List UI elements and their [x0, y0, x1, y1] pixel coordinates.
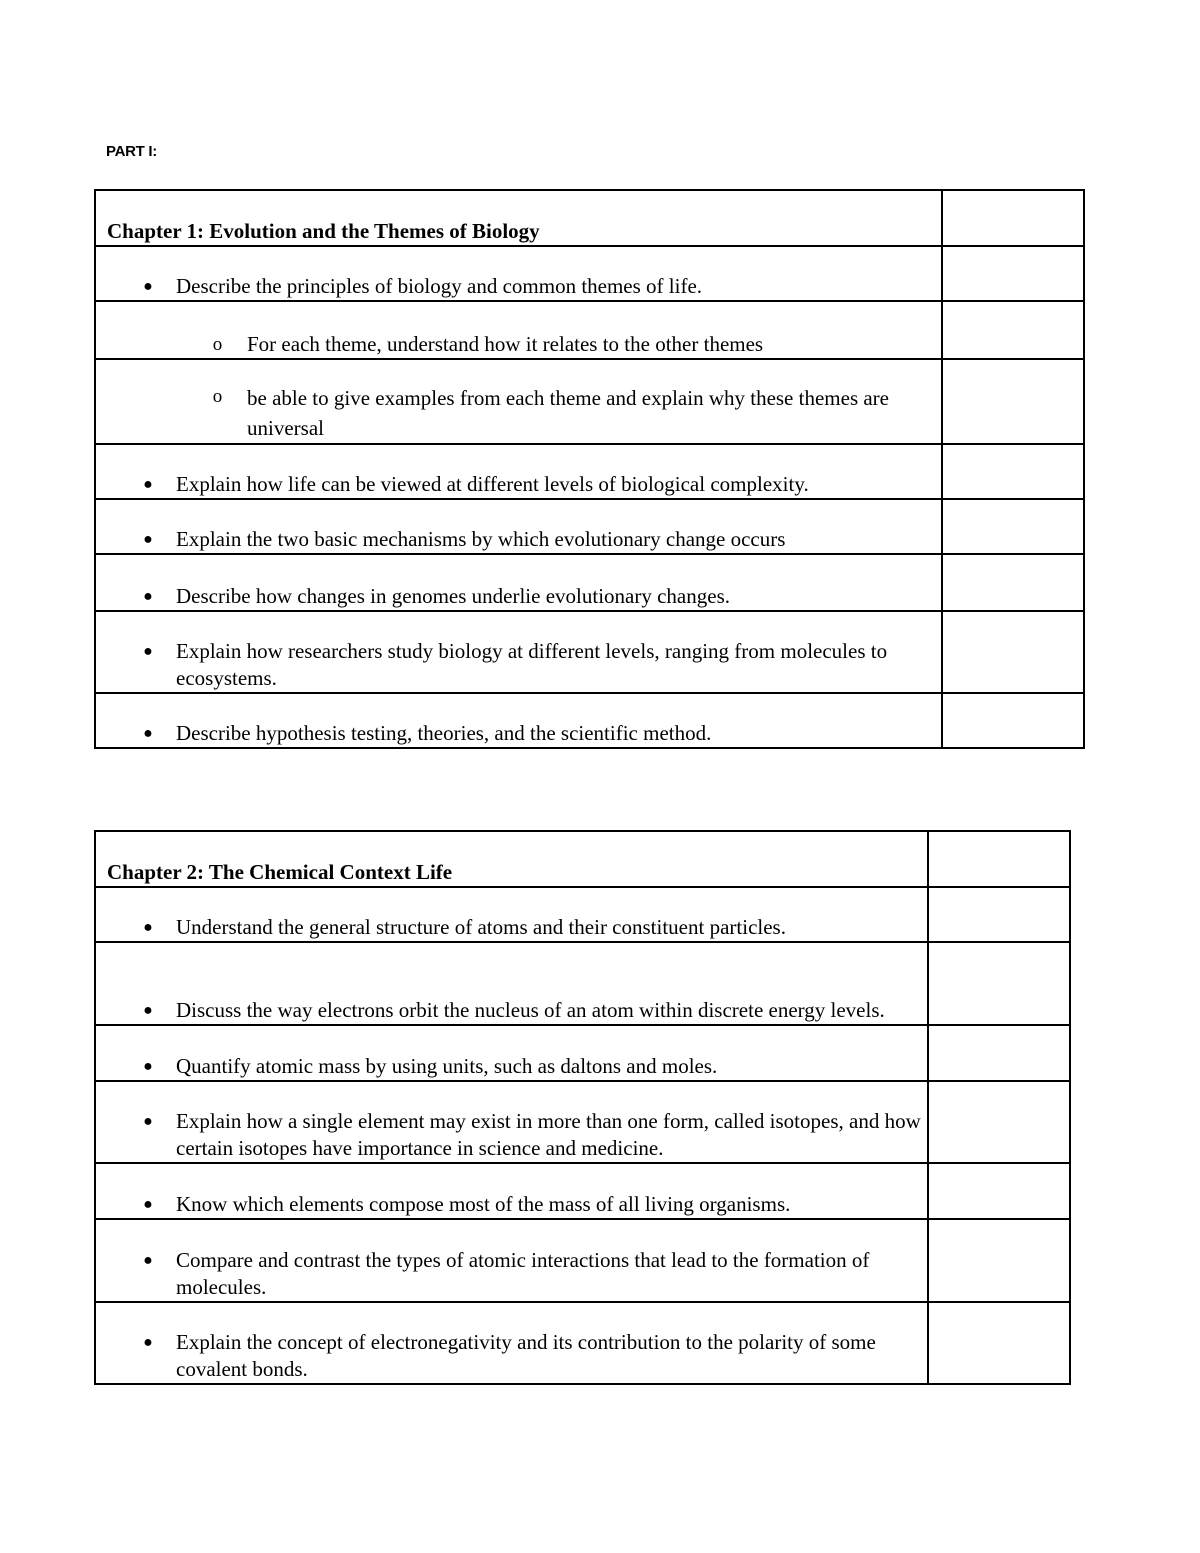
objective-text: Describe hypothesis testing, theories, and the scientific method. [176, 721, 712, 745]
chapter-2-title: Chapter 2: The Chemical Context Life [107, 860, 453, 884]
check-cell [928, 887, 1070, 942]
objective-text: Explain the concept of electronegativity and its contribution to the polarity of some covalent bonds. [176, 1330, 876, 1381]
list-item [96, 1247, 927, 1301]
list-item [96, 997, 927, 1024]
list-item [96, 331, 941, 358]
sub-bullet-icon: o [212, 334, 223, 355]
objective-text: Explain the two basic mechanisms by which evolutionary change occurs [176, 527, 786, 551]
chapter-1-title-cell [95, 190, 942, 246]
bullet-icon: ● [143, 643, 153, 660]
list-item [96, 720, 941, 747]
objective-row [95, 1219, 1070, 1302]
objective-text: Explain how life can be viewed at different levels of biological complexity. [176, 472, 809, 496]
list-item [96, 1329, 927, 1383]
objective-row [95, 1081, 1070, 1163]
objective-row [95, 693, 1084, 748]
bullet-icon: ● [143, 1002, 153, 1019]
check-cell [928, 1081, 1070, 1163]
check-cell [942, 359, 1084, 444]
objective-row [95, 499, 1084, 554]
check-cell [928, 942, 1070, 1025]
list-item [96, 383, 941, 443]
check-cell [942, 444, 1084, 499]
chapter-2-table [94, 830, 1071, 1385]
chapter-1-table [94, 189, 1085, 749]
objective-text: Explain how a single element may exist in more than one form, called isotopes, and how certain isotopes have importance in science and medicine. [176, 1109, 921, 1160]
check-cell [942, 499, 1084, 554]
bullet-icon: ● [143, 1334, 153, 1351]
chapter-2-heading-row [95, 831, 1070, 887]
list-item [96, 1108, 927, 1162]
list-item [96, 583, 941, 610]
check-cell [942, 693, 1084, 748]
check-cell [928, 1302, 1070, 1384]
bullet-icon: ● [143, 531, 153, 548]
bullet-icon: ● [143, 278, 153, 295]
list-item [96, 914, 927, 941]
list-item [96, 526, 941, 553]
objective-text: be able to give examples from each theme and explain why these themes are universal [247, 386, 889, 440]
objective-text: Compare and contrast the types of atomic interactions that lead to the formation of molecules. [176, 1248, 870, 1299]
list-item [96, 638, 941, 692]
chapter-1-title: Chapter 1: Evolution and the Themes of Biology [107, 219, 540, 243]
check-cell [928, 1219, 1070, 1302]
check-cell [928, 1163, 1070, 1219]
part-label: PART I: [106, 143, 157, 160]
objective-text: Describe how changes in genomes underlie evolutionary changes. [176, 584, 730, 608]
objective-text: Describe the principles of biology and common themes of life. [176, 274, 703, 298]
bullet-icon: ● [143, 588, 153, 605]
objective-row [95, 444, 1084, 499]
check-cell [942, 301, 1084, 359]
check-cell [942, 190, 1084, 246]
objective-text: Understand the general structure of atoms and their constituent particles. [176, 915, 786, 939]
objective-text: Know which elements compose most of the mass of all living organisms. [176, 1192, 791, 1216]
objective-row [95, 942, 1070, 1025]
objective-row [95, 1302, 1070, 1384]
check-cell [928, 831, 1070, 887]
bullet-icon: ● [143, 1252, 153, 1269]
list-item [96, 1191, 927, 1218]
objective-row [95, 301, 1084, 359]
check-cell [942, 246, 1084, 301]
objective-row [95, 359, 1084, 444]
check-cell [928, 1025, 1070, 1081]
chapter-2-title-cell [95, 831, 928, 887]
list-item [96, 1053, 927, 1080]
bullet-icon: ● [143, 1113, 153, 1130]
list-item [96, 273, 941, 300]
objective-text: Discuss the way electrons orbit the nucleus of an atom within discrete energy levels. [176, 998, 885, 1022]
bullet-icon: ● [143, 919, 153, 936]
objective-text: Explain how researchers study biology at different levels, ranging from molecules to ecosystems. [176, 639, 888, 690]
objective-text: For each theme, understand how it relates to the other themes [247, 332, 764, 356]
sub-bullet-icon: o [212, 386, 223, 407]
objective-row [95, 611, 1084, 693]
objective-row [95, 246, 1084, 301]
objective-row [95, 1163, 1070, 1219]
check-cell [942, 554, 1084, 611]
chapter-1-heading-row [95, 190, 1084, 246]
list-item [96, 471, 941, 498]
check-cell [942, 611, 1084, 693]
objective-row [95, 554, 1084, 611]
bullet-icon: ● [143, 1196, 153, 1213]
objective-text: Quantify atomic mass by using units, such as daltons and moles. [176, 1054, 718, 1078]
bullet-icon: ● [143, 1058, 153, 1075]
bullet-icon: ● [143, 725, 153, 742]
objective-row [95, 1025, 1070, 1081]
bullet-icon: ● [143, 476, 153, 493]
objective-row [95, 887, 1070, 942]
